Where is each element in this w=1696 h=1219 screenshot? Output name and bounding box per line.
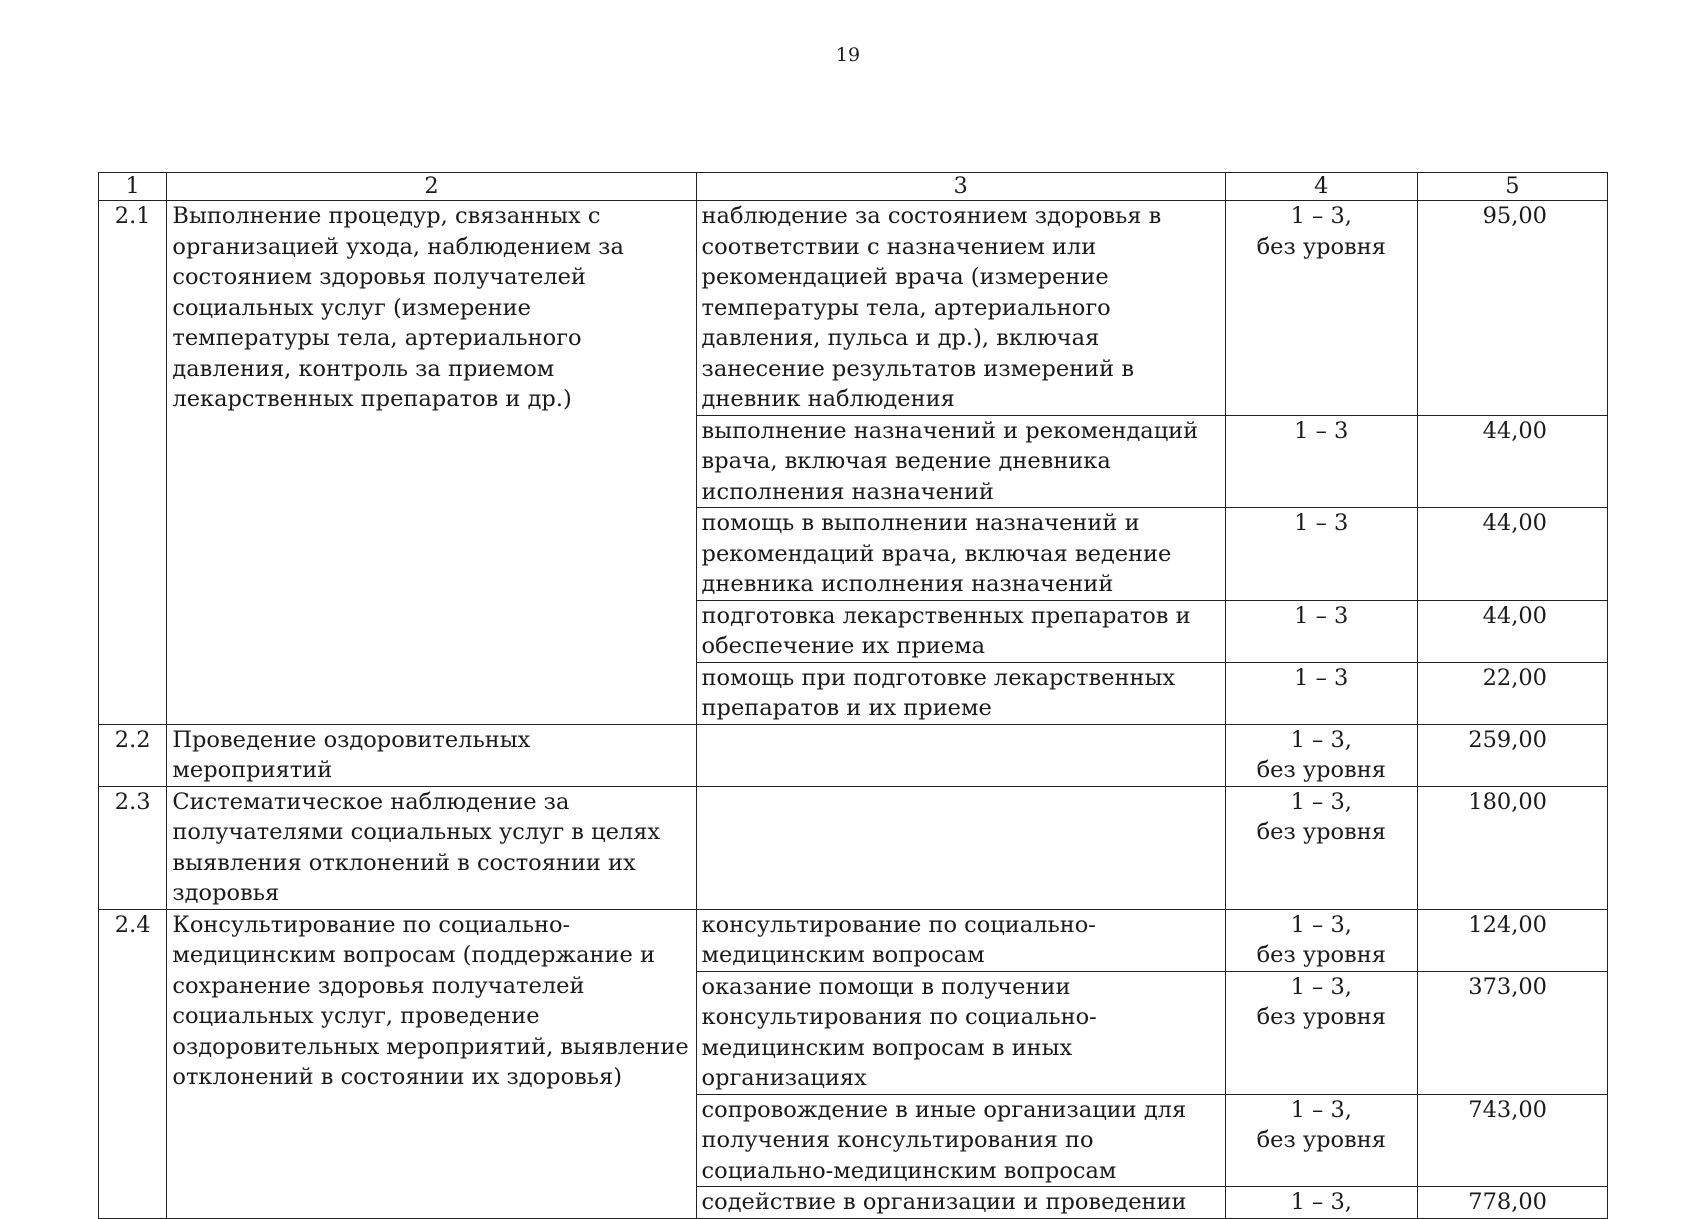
level-cell [1225, 1094, 1417, 1187]
service-name: Выполнение процедур, связанных с организацией ухода, наблюдением за состоянием здоровья получателей социальных услуг (измерение температуры тела, артериального давления, контроль за приемом лекарственных препаратов и др.) [167, 201, 696, 725]
service-name: Консультирование по социально-медицинским вопросам (поддержание и сохранение здоровья получателей социальных услуг, проведение оздоровительных мероприятий, выявление отклонений в состоянии их здоровья) [167, 909, 696, 1218]
level-cell [1225, 724, 1417, 786]
price-cell: 778,00 [1417, 1187, 1607, 1219]
level-note: без уровня [1256, 757, 1386, 783]
row-number: 2.3 [99, 786, 167, 909]
level-cell [1225, 909, 1417, 971]
level-note: без уровня [1256, 1127, 1386, 1153]
header-col-4: 4 [1225, 173, 1417, 201]
level-note: без уровня [1256, 233, 1386, 260]
header-col-2: 2 [167, 173, 696, 201]
price-cell: 44,00 [1417, 415, 1607, 508]
level-cell [1225, 971, 1417, 1094]
service-description: выполнение назначений и рекомендаций врача, включая ведение дневника исполнения назначений [696, 415, 1225, 508]
level-note: без уровня [1256, 942, 1386, 968]
level-cell: 1 – 3, [1225, 1187, 1417, 1219]
page-number: 19 [835, 44, 861, 66]
level-range: 1 – 3, [1290, 1096, 1352, 1123]
level-cell: 1 – 3 [1225, 508, 1417, 601]
level-range: 1 – 3, [1290, 911, 1352, 938]
level-cell: 1 – 3 [1225, 600, 1417, 662]
services-table [98, 172, 1608, 1219]
service-description: консультирование по социально-медицинским вопросам [696, 909, 1225, 971]
header-col-1: 1 [99, 173, 167, 201]
level-range: 1 – 3, [1290, 726, 1352, 753]
price-cell: 44,00 [1417, 600, 1607, 662]
table-row [99, 201, 1608, 416]
service-description: оказание помощи в получении консультирования по социально-медицинским вопросам в иных организациях [696, 971, 1225, 1094]
row-number: 2.2 [99, 724, 167, 786]
level-note: без уровня [1256, 819, 1386, 845]
table-header-row [99, 173, 1608, 201]
service-name: Систематическое наблюдение за получателями социальных услуг в целях выявления отклонений в состоянии их здоровья [167, 786, 696, 909]
service-description: наблюдение за состоянием здоровья в соответствии с назначением или рекомендацией врача (измерение температуры тела, артериального давления, пульса и др.), включая занесение результатов измерений в дневник наблюдения [696, 201, 1225, 416]
level-note: без уровня [1256, 1004, 1386, 1030]
service-description: помощь в выполнении назначений и рекомендаций врача, включая ведение дневника исполнения назначений [696, 508, 1225, 601]
price-cell: 22,00 [1417, 662, 1607, 724]
price-cell: 95,00 [1417, 201, 1607, 416]
service-name: Проведение оздоровительных мероприятий [167, 724, 696, 786]
price-cell: 743,00 [1417, 1094, 1607, 1187]
header-col-5: 5 [1417, 173, 1607, 201]
service-description: содействие в организации и проведении [696, 1187, 1225, 1219]
service-description: помощь при подготовке лекарственных препаратов и их приеме [696, 662, 1225, 724]
service-description [696, 724, 1225, 786]
table-row [99, 909, 1608, 971]
price-cell: 124,00 [1417, 909, 1607, 971]
header-col-3: 3 [696, 173, 1225, 201]
row-number: 2.1 [99, 201, 167, 725]
level-cell: 1 – 3 [1225, 415, 1417, 508]
price-cell: 373,00 [1417, 971, 1607, 1094]
table-row [99, 786, 1608, 909]
price-cell: 259,00 [1417, 724, 1607, 786]
row-number: 2.4 [99, 909, 167, 1218]
level-range: 1 – 3, [1290, 973, 1352, 1000]
level-range: 1 – 3, [1290, 203, 1352, 229]
level-cell [1225, 201, 1417, 416]
level-range: 1 – 3, [1290, 788, 1352, 815]
service-description [696, 786, 1225, 909]
price-cell: 180,00 [1417, 786, 1607, 909]
price-cell: 44,00 [1417, 508, 1607, 601]
service-description: сопровождение в иные организации для получения консультирования по социально-медицинским вопросам [696, 1094, 1225, 1187]
level-cell [1225, 786, 1417, 909]
table-row [99, 724, 1608, 786]
level-cell: 1 – 3 [1225, 662, 1417, 724]
service-description: подготовка лекарственных препаратов и обеспечение их приема [696, 600, 1225, 662]
